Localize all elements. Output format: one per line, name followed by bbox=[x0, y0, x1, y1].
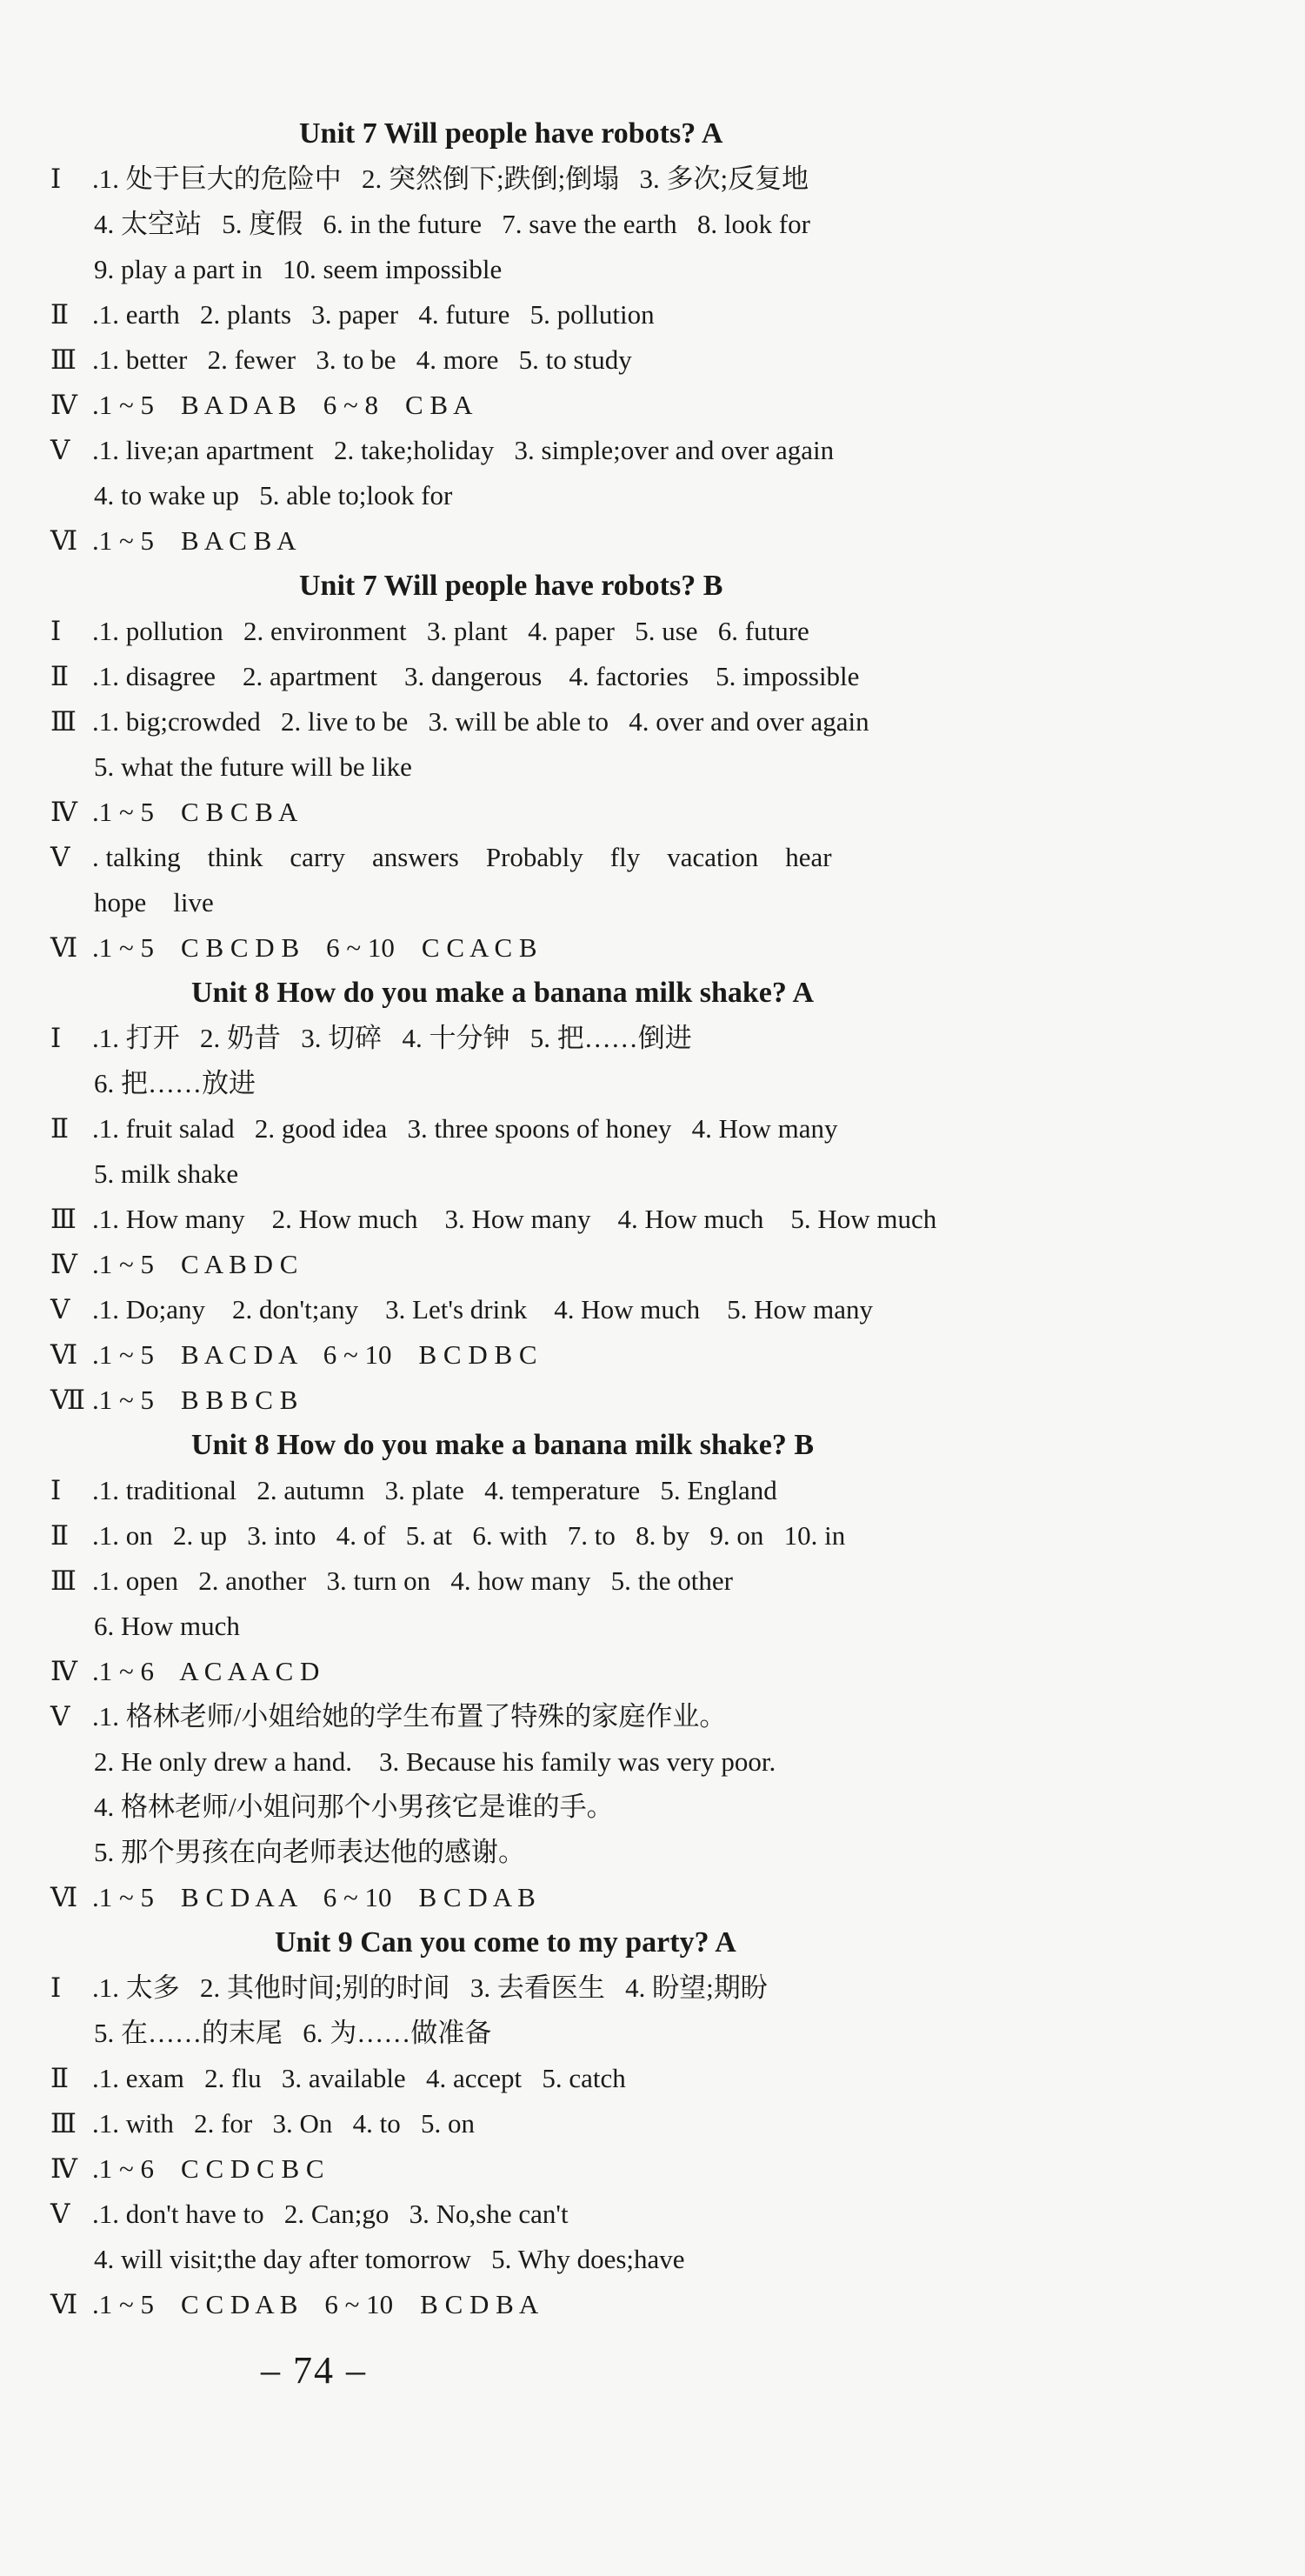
answer-line bbox=[50, 1468, 1268, 1513]
answer-line bbox=[50, 880, 1268, 925]
answer-text: .1 ~ 5 C A B D C bbox=[92, 1249, 298, 1279]
answer-text: .1 ~ 6 C C D C B C bbox=[92, 2153, 324, 2184]
answer-line bbox=[50, 247, 1268, 292]
roman-numeral: Ⅲ bbox=[50, 706, 77, 737]
answer-line bbox=[50, 2011, 1268, 2056]
answer-text: 2. He only drew a hand. 3. Because his family was very poor. bbox=[94, 1746, 776, 1777]
answer-text: 4. 格林老师/小姐问那个小男孩它是谁的手。 bbox=[94, 1792, 614, 1822]
answer-line bbox=[50, 1875, 1268, 1920]
answer-text: .1. 处于巨大的危险中 2. 突然倒下;跌倒;倒塌 3. 多次;反复地 bbox=[92, 164, 809, 194]
answer-line bbox=[50, 428, 1268, 473]
answer-text: 4. to wake up 5. able to;look for bbox=[94, 480, 453, 511]
answer-line bbox=[50, 925, 1268, 971]
roman-numeral: Ⅱ bbox=[50, 1520, 70, 1551]
answer-text: .1. disagree 2. apartment 3. dangerous 4. factories 5. impossible bbox=[92, 661, 860, 691]
answer-line bbox=[50, 473, 1268, 518]
roman-numeral: Ⅴ bbox=[50, 1294, 70, 1325]
roman-numeral: Ⅱ bbox=[50, 2063, 70, 2093]
answer-text: .1 ~ 5 B B B C B bbox=[92, 1385, 298, 1415]
section-title: Unit 8 How do you make a banana milk shake? B bbox=[191, 1429, 815, 1461]
answer-text: hope live bbox=[94, 887, 214, 918]
roman-numeral: Ⅱ bbox=[50, 1113, 70, 1144]
answer-text: .1 ~ 5 C B C B A bbox=[92, 797, 298, 827]
answer-line bbox=[50, 2237, 1268, 2282]
answer-text: .1. pollution 2. environment 3. plant 4. paper 5. use 6. future bbox=[92, 616, 809, 646]
roman-numeral: Ⅲ bbox=[50, 1565, 77, 1596]
roman-numeral: Ⅱ bbox=[50, 299, 70, 330]
roman-numeral: Ⅲ bbox=[50, 1204, 77, 1234]
answer-line bbox=[50, 1739, 1268, 1785]
page-number: – 74 – bbox=[261, 2349, 367, 2392]
answer-text: .1 ~ 5 C C D A B 6 ~ 10 B C D B A bbox=[92, 2289, 539, 2319]
answer-line bbox=[50, 1830, 1268, 1875]
answer-line bbox=[50, 654, 1268, 699]
roman-numeral: Ⅵ bbox=[50, 1882, 78, 1912]
roman-numeral: Ⅰ bbox=[50, 1475, 62, 1505]
roman-numeral: Ⅵ bbox=[50, 1339, 78, 1370]
answer-line bbox=[50, 202, 1268, 247]
answer-line bbox=[50, 2146, 1268, 2192]
answer-line bbox=[50, 835, 1268, 880]
roman-numeral: Ⅱ bbox=[50, 661, 70, 691]
answer-text: 6. 把……放进 bbox=[94, 1068, 256, 1098]
roman-numeral: Ⅵ bbox=[50, 932, 78, 963]
answer-text: .1. traditional 2. autumn 3. plate 4. temperature 5. England bbox=[92, 1475, 777, 1505]
answer-content bbox=[50, 111, 1268, 2327]
roman-numeral: Ⅴ bbox=[50, 2199, 70, 2229]
answer-line bbox=[50, 1604, 1268, 1649]
roman-numeral: Ⅰ bbox=[50, 616, 62, 646]
answer-line bbox=[50, 157, 1268, 202]
answer-text: .1. 太多 2. 其他时间;别的时间 3. 去看医生 4. 盼望;期盼 bbox=[92, 1972, 768, 2003]
roman-numeral: Ⅳ bbox=[50, 390, 77, 420]
answer-line bbox=[50, 383, 1268, 428]
answer-line bbox=[50, 2282, 1268, 2327]
answer-line bbox=[50, 518, 1268, 564]
section-title: Unit 7 Will people have robots? B bbox=[299, 570, 723, 602]
answer-line bbox=[50, 699, 1268, 744]
answer-line bbox=[50, 1197, 1268, 1242]
section-title: Unit 8 How do you make a banana milk shake? A bbox=[191, 977, 815, 1009]
roman-numeral: Ⅳ bbox=[50, 1656, 77, 1686]
answer-line bbox=[50, 1106, 1268, 1151]
answer-text: 9. play a part in 10. seem impossible bbox=[94, 254, 503, 284]
answer-line bbox=[50, 337, 1268, 383]
answer-text: .1. Do;any 2. don't;any 3. Let's drink 4. How much 5. How many bbox=[92, 1294, 874, 1325]
roman-numeral: Ⅴ bbox=[50, 1701, 70, 1732]
answer-line bbox=[50, 1513, 1268, 1558]
roman-numeral: Ⅵ bbox=[50, 525, 78, 556]
answer-line bbox=[50, 2056, 1268, 2101]
roman-numeral: Ⅰ bbox=[50, 1972, 62, 2003]
answer-text: .1 ~ 5 B A D A B 6 ~ 8 C B A bbox=[92, 390, 473, 420]
answer-line bbox=[50, 1649, 1268, 1694]
answer-text: 4. will visit;the day after tomorrow 5. Why does;have bbox=[94, 2244, 685, 2274]
answer-text: .1. fruit salad 2. good idea 3. three spoons of honey 4. How many bbox=[92, 1113, 838, 1144]
roman-numeral: Ⅳ bbox=[50, 797, 77, 827]
roman-numeral: Ⅲ bbox=[50, 2108, 77, 2139]
answer-text: .1 ~ 5 B A C D A 6 ~ 10 B C D B C bbox=[92, 1339, 537, 1370]
answer-line bbox=[50, 1694, 1268, 1739]
answer-text: 6. How much bbox=[94, 1611, 240, 1641]
answer-line bbox=[50, 744, 1268, 790]
answer-text: .1. exam 2. flu 3. available 4. accept 5. catch bbox=[92, 2063, 626, 2093]
answer-text: .1 ~ 5 C B C D B 6 ~ 10 C C A C B bbox=[92, 932, 537, 963]
roman-numeral: Ⅰ bbox=[50, 164, 62, 194]
answer-line bbox=[50, 292, 1268, 337]
answer-line bbox=[50, 609, 1268, 654]
answer-line bbox=[50, 1965, 1268, 2011]
answer-text: .1 ~ 5 B C D A A 6 ~ 10 B C D A B bbox=[92, 1882, 536, 1912]
roman-numeral: Ⅶ bbox=[50, 1385, 86, 1415]
answer-text: .1. 打开 2. 奶昔 3. 切碎 4. 十分钟 5. 把……倒进 bbox=[92, 1023, 692, 1053]
roman-numeral: Ⅰ bbox=[50, 1023, 62, 1053]
answer-line bbox=[50, 1558, 1268, 1604]
answer-text: 5. 那个男孩在向老师表达他的感谢。 bbox=[94, 1837, 525, 1867]
answer-line bbox=[50, 1061, 1268, 1106]
roman-numeral: Ⅳ bbox=[50, 2153, 77, 2184]
answer-line bbox=[50, 1242, 1268, 1287]
section-title: Unit 9 Can you come to my party? A bbox=[275, 1926, 736, 1959]
roman-numeral: Ⅵ bbox=[50, 2289, 78, 2319]
answer-text: . talking think carry answers Probably fly vacation hear bbox=[92, 842, 832, 872]
section-title: Unit 7 Will people have robots? A bbox=[299, 117, 723, 150]
answer-text: .1. open 2. another 3. turn on 4. how many 5. the other bbox=[92, 1565, 733, 1596]
answer-line bbox=[50, 1016, 1268, 1061]
answer-line bbox=[50, 1378, 1268, 1423]
answer-text: .1. with 2. for 3. On 4. to 5. on bbox=[92, 2108, 476, 2139]
answer-text: .1. don't have to 2. Can;go 3. No,she can't bbox=[92, 2199, 569, 2229]
answer-text: .1. live;an apartment 2. take;holiday 3. simple;over and over again bbox=[92, 435, 835, 465]
answer-line bbox=[50, 1151, 1268, 1197]
answer-text: .1. better 2. fewer 3. to be 4. more 5. to study bbox=[92, 344, 632, 375]
answer-text: .1. big;crowded 2. live to be 3. will be able to 4. over and over again bbox=[92, 706, 869, 737]
answer-line bbox=[50, 1785, 1268, 1830]
answer-text: .1 ~ 5 B A C B A bbox=[92, 525, 296, 556]
answer-text: 5. milk shake bbox=[94, 1158, 239, 1189]
answer-text: 4. 太空站 5. 度假 6. in the future 7. save the earth 8. look for bbox=[94, 209, 810, 239]
roman-numeral: Ⅴ bbox=[50, 842, 70, 872]
roman-numeral: Ⅲ bbox=[50, 344, 77, 375]
answer-line bbox=[50, 790, 1268, 835]
answer-line bbox=[50, 2101, 1268, 2146]
answer-text: .1. earth 2. plants 3. paper 4. future 5. pollution bbox=[92, 299, 655, 330]
roman-numeral: Ⅴ bbox=[50, 435, 70, 465]
answer-line bbox=[50, 1287, 1268, 1332]
roman-numeral: Ⅳ bbox=[50, 1249, 77, 1279]
answer-text: 5. 在……的末尾 6. 为……做准备 bbox=[94, 2018, 492, 2048]
answer-text: .1. on 2. up 3. into 4. of 5. at 6. with 7. to 8. by 9. on 10. in bbox=[92, 1520, 846, 1551]
answer-text: .1 ~ 6 A C A A C D bbox=[92, 1656, 320, 1686]
answer-line bbox=[50, 1332, 1268, 1378]
answer-line bbox=[50, 2192, 1268, 2237]
answer-text: .1. How many 2. How much 3. How many 4. How much 5. How much bbox=[92, 1204, 937, 1234]
answer-text: 5. what the future will be like bbox=[94, 751, 412, 782]
answer-text: .1. 格林老师/小姐给她的学生布置了特殊的家庭作业。 bbox=[92, 1701, 727, 1732]
